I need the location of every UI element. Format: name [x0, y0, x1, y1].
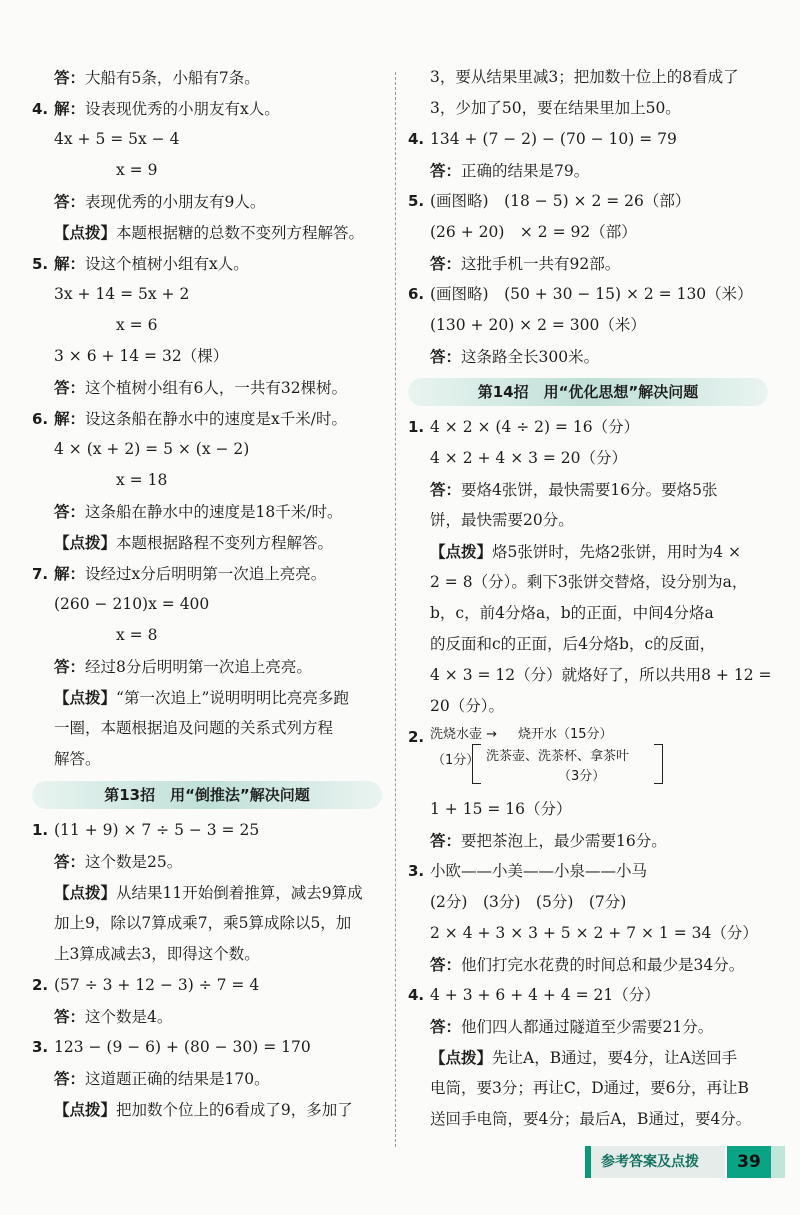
- line-text: 3，少加了50，要在结果里加上50。: [430, 99, 681, 117]
- line-text: 设表现优秀的小朋友有x人。: [85, 100, 280, 118]
- answer-label: 答：: [54, 1069, 86, 1088]
- answer-label: 答：: [54, 68, 86, 87]
- answer-label: 答：: [430, 480, 462, 499]
- text-line: [32, 558, 382, 589]
- text-line: [32, 744, 382, 775]
- line-text: 设经过x分后明明第一次追上亮亮。: [85, 565, 327, 583]
- line-text: 一圈，本题根据追及问题的关系式列方程: [54, 719, 334, 737]
- text-line: [408, 505, 768, 536]
- line-text: x = 8: [116, 626, 158, 644]
- line-text: (260 − 210)x = 400: [54, 595, 210, 613]
- text-line: [32, 620, 382, 651]
- line-text: 正确的结果是79。: [461, 162, 590, 180]
- section-title: 第13招 用“倒推法”解决问题: [32, 781, 382, 809]
- answer-label: 答：: [54, 1007, 86, 1026]
- column-divider: [395, 72, 396, 1147]
- text-line: [408, 1011, 768, 1042]
- text-line: [408, 217, 768, 248]
- text-line: [408, 1073, 768, 1104]
- line-text: (11 + 9) × 7 ÷ 5 − 3 = 25: [54, 821, 260, 839]
- answer-label: 解：: [54, 254, 86, 273]
- line-text: (2分) (3分) (5分) (7分): [430, 893, 627, 911]
- line-text: 4 × 2 × (4 ÷ 2) = 16（分）: [430, 418, 640, 436]
- text-line: [32, 434, 382, 465]
- text-line: [32, 846, 382, 877]
- text-line: [408, 62, 768, 93]
- step-parallel-tasks: 洗茶壶、洗茶杯、拿茶叶: [486, 749, 630, 764]
- line-text: 设这条船在静水中的速度是x千米/时。: [85, 410, 347, 428]
- line-text: 123 − (9 − 6) + (80 − 30) = 170: [54, 1038, 311, 1056]
- text-line: [32, 403, 382, 434]
- answer-label: 【点拨】: [54, 883, 117, 902]
- line-text: 的反面和c的正面，后4分烙b，c的反面，: [430, 635, 716, 653]
- text-line: [32, 341, 382, 372]
- line-text: (57 ÷ 3 + 12 − 3) ÷ 7 = 4: [54, 976, 260, 994]
- line-text: 解答。: [54, 750, 101, 768]
- text-line: [32, 310, 382, 341]
- step-wash-kettle: 洗烧水壶 →: [430, 727, 498, 742]
- answer-label: 解：: [54, 564, 86, 583]
- line-text: 从结果11开始倒着推算，减去9算成: [116, 884, 363, 902]
- line-text: 要把茶泡上，最少需要16分。: [461, 832, 667, 850]
- line-text: “第一次追上”说明明明比亮亮多跑: [116, 689, 349, 707]
- line-text: 本题根据糖的总数不变列方程解答。: [116, 224, 365, 242]
- text-line: [32, 815, 382, 846]
- right-column: [408, 62, 772, 1135]
- text-line: [32, 279, 382, 310]
- text-line: [408, 1042, 768, 1073]
- answer-label: 答：: [430, 955, 462, 974]
- text-line: [408, 949, 768, 980]
- answer-label: 答：: [54, 852, 86, 871]
- line-text: (画图略) (18 − 5) × 2 = 26（部）: [430, 192, 691, 210]
- text-line: [32, 93, 382, 124]
- text-line: [408, 825, 768, 856]
- text-line: [32, 124, 382, 155]
- line-text: 小欧——小美——小泉——小马: [430, 862, 648, 880]
- text-line: [408, 155, 768, 186]
- step-time-3: （3分）: [558, 769, 606, 784]
- text-line: [32, 248, 382, 279]
- text-line: [408, 412, 768, 443]
- text-line: [32, 939, 382, 970]
- answer-label: 【点拨】: [54, 688, 117, 707]
- line-text: 把加数个位上的6看成了9，多加了: [116, 1101, 353, 1119]
- text-line: [408, 186, 768, 217]
- line-text: 这个数是4。: [85, 1008, 173, 1026]
- answer-label: 答：: [430, 161, 462, 180]
- text-line: [408, 629, 768, 660]
- line-text: (画图略) (50 + 30 − 15) × 2 = 130（米）: [430, 285, 753, 303]
- question-number: 4.: [408, 130, 425, 148]
- question-number: 3.: [32, 1038, 49, 1056]
- text-line: [32, 1032, 382, 1063]
- answer-label: 答：: [54, 192, 86, 211]
- process-diagram: [408, 722, 768, 794]
- text-line: [408, 443, 768, 474]
- answer-label: 答：: [54, 378, 86, 397]
- text-line: [408, 124, 768, 155]
- question-number: 6.: [32, 410, 49, 428]
- line-text: 大船有5条，小船有7条。: [85, 69, 260, 87]
- line-text: 这批手机一共有92部。: [461, 255, 621, 273]
- text-line: [408, 93, 768, 124]
- text-line: [408, 887, 768, 918]
- line-text: 要烙4张饼，最快需要16分。要烙5张: [461, 481, 718, 499]
- answer-label: 【点拨】: [54, 223, 117, 242]
- bracket-left: [472, 744, 481, 784]
- text-line: [408, 279, 768, 310]
- answer-label: 答：: [54, 502, 86, 521]
- text-line: [408, 980, 768, 1011]
- line-text: 这条路全长300米。: [461, 348, 600, 366]
- text-line: [408, 794, 768, 825]
- text-line: [408, 341, 768, 372]
- line-text: 先让A，B通过，要4分，让A送回手: [492, 1049, 738, 1067]
- answer-label: 答：: [430, 347, 462, 366]
- text-line: [32, 496, 382, 527]
- line-text: 3x + 14 = 5x + 2: [54, 285, 190, 303]
- answer-label: 【点拨】: [54, 1100, 117, 1119]
- text-line: [408, 598, 768, 629]
- answer-label: 【点拨】: [430, 542, 493, 561]
- question-number: 2.: [32, 976, 49, 994]
- question-number: 2.: [408, 728, 425, 746]
- line-text: 4 × 3 = 12（分）就烙好了，所以共用8 + 12 =: [430, 666, 772, 684]
- line-text: 20（分）。: [430, 697, 504, 715]
- line-text: 电筒，要3分；再让C，D通过，要6分，再让B: [430, 1079, 749, 1097]
- line-text: 设这个植树小组有x人。: [85, 255, 249, 273]
- line-text: (26 + 20) × 2 = 92（部）: [430, 223, 637, 241]
- step-boil-water: 烧开水（15分）: [518, 727, 613, 742]
- text-line: [408, 691, 768, 722]
- text-line: [32, 651, 382, 682]
- text-line: [32, 1001, 382, 1032]
- line-text: 2 × 4 + 3 × 3 + 5 × 2 + 7 × 1 = 34（分）: [430, 924, 758, 942]
- line-text: 烙5张饼时，先烙2张饼，用时为4 ×: [492, 543, 742, 561]
- text-line: [32, 589, 382, 620]
- bracket-right: [654, 744, 663, 784]
- text-line: [408, 567, 768, 598]
- question-number: 3.: [408, 862, 425, 880]
- line-text: 1 + 15 = 16（分）: [430, 800, 572, 818]
- text-line: [32, 1063, 382, 1094]
- answer-label: 答：: [430, 1017, 462, 1036]
- line-text: 3，要从结果里减3；把加数十位上的8看成了: [430, 68, 739, 86]
- text-line: [32, 877, 382, 908]
- line-text: 送回手电筒，要4分；最后A，B通过，要4分。: [430, 1110, 752, 1128]
- question-number: 7.: [32, 565, 49, 583]
- line-text: 134 + (7 − 2) − (70 − 10) = 79: [430, 130, 677, 148]
- text-line: [408, 660, 772, 691]
- question-number: 4.: [32, 100, 49, 118]
- answer-label: 解：: [54, 99, 86, 118]
- text-line: [32, 682, 382, 713]
- question-number: 1.: [408, 418, 425, 436]
- line-text: b，c，前4分烙a，b的正面，中间4分烙a: [430, 604, 714, 622]
- line-text: 经过8分后明明第一次追上亮亮。: [85, 658, 312, 676]
- text-line: [408, 536, 768, 567]
- text-line: [32, 186, 382, 217]
- line-text: 饼，最快需要20分。: [430, 511, 574, 529]
- line-text: 加上9，除以7算成乘7，乘5算成除以5，加: [54, 914, 352, 932]
- question-number: 5.: [408, 192, 425, 210]
- footer-tab: [771, 1146, 785, 1178]
- footer-label: 参考答案及点拨: [585, 1146, 725, 1178]
- line-text: 2 = 8（分）。剩下3张饼交替烙，设分别为a，: [430, 573, 748, 591]
- line-text: x = 6: [116, 316, 158, 334]
- line-text: 这道题正确的结果是170。: [85, 1070, 270, 1088]
- line-text: 他们打完水花费的时间总和最少是34分。: [461, 956, 745, 974]
- page-footer: [585, 1146, 800, 1178]
- answer-label: 【点拨】: [54, 533, 117, 552]
- line-text: 4 × (x + 2) = 5 × (x − 2): [54, 440, 250, 458]
- section-title: 第14招 用“优化思想”解决问题: [408, 378, 768, 406]
- line-text: 3 × 6 + 14 = 32（棵）: [54, 347, 229, 365]
- line-text: 表现优秀的小朋友有9人。: [85, 193, 266, 211]
- text-line: [32, 970, 382, 1001]
- text-line: [408, 1104, 768, 1135]
- line-text: 本题根据路程不变列方程解答。: [116, 534, 334, 552]
- text-line: [408, 856, 768, 887]
- line-text: 4 × 2 + 4 × 3 = 20（分）: [430, 449, 628, 467]
- line-text: 这个植树小组有6人，一共有32棵树。: [85, 379, 348, 397]
- text-line: [32, 908, 382, 939]
- answer-label: 【点拨】: [430, 1048, 493, 1067]
- line-text: 上3算成减去3，即得这个数。: [54, 945, 260, 963]
- question-number: 6.: [408, 285, 425, 303]
- text-line: [408, 918, 768, 949]
- text-line: [408, 310, 768, 341]
- answer-label: 答：: [430, 831, 462, 850]
- line-text: 4x + 5 = 5x − 4: [54, 130, 180, 148]
- step-time-1: （1分）: [432, 753, 480, 768]
- answer-label: 答：: [430, 254, 462, 273]
- line-text: 这条船在静水中的速度是18千米/时。: [85, 503, 343, 521]
- line-text: x = 18: [116, 471, 168, 489]
- text-line: [32, 713, 382, 744]
- text-line: [408, 474, 768, 505]
- line-text: 4 + 3 + 6 + 4 + 4 = 21（分）: [430, 986, 660, 1004]
- text-line: [32, 155, 382, 186]
- question-number: 5.: [32, 255, 49, 273]
- question-number: 4.: [408, 986, 425, 1004]
- page-number: 39: [727, 1146, 771, 1178]
- text-line: [32, 465, 382, 496]
- line-text: x = 9: [116, 161, 158, 179]
- text-line: [32, 527, 382, 558]
- answer-label: 答：: [54, 657, 86, 676]
- process-steps: [408, 722, 768, 794]
- left-column: [32, 62, 382, 1125]
- text-line: [32, 372, 382, 403]
- text-line: [32, 217, 382, 248]
- line-text: 他们四人都通过隧道至少需要21分。: [461, 1018, 714, 1036]
- text-line: [408, 248, 768, 279]
- question-number: 1.: [32, 821, 49, 839]
- text-line: [32, 1094, 382, 1125]
- line-text: 这个数是25。: [85, 853, 183, 871]
- text-line: [32, 62, 382, 93]
- line-text: (130 + 20) × 2 = 300（米）: [430, 316, 646, 334]
- answer-label: 解：: [54, 409, 86, 428]
